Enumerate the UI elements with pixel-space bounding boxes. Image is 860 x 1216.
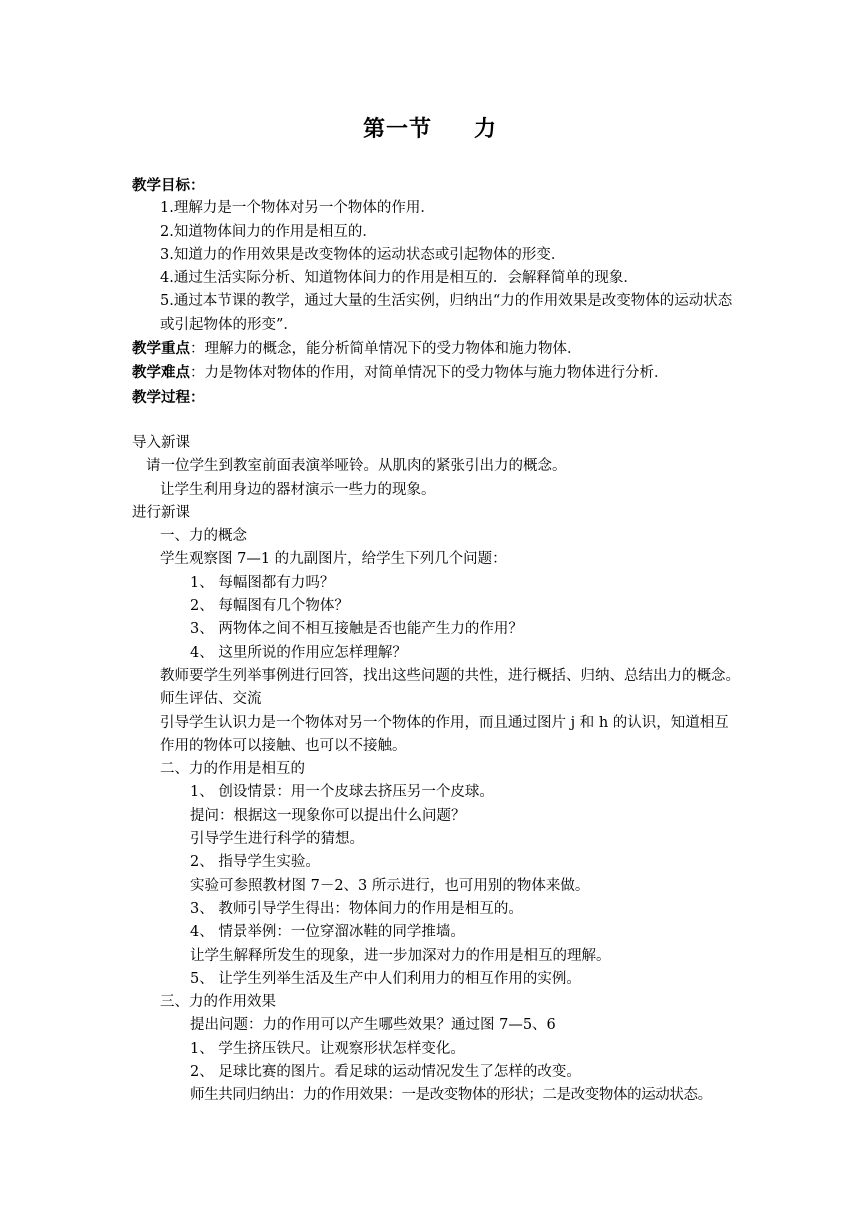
section-line: 2、 足球比赛的图片。看足球的运动情况发生了怎样的改变。 [190,1063,581,1080]
key-point [132,337,742,361]
section-line: 1、 学生挤压铁尺。让观察形状怎样变化。 [190,1040,465,1057]
objective-item: 5.通过本节课的教学，通过大量的生活实例，归纳出“力的作用效果是改变物体的运动状态或引起物体的形变”． [160,293,733,333]
section-line: 5、 让学生列举生活及生产中人们利用力的相互作用的实例。 [190,970,581,987]
section-line: 提出问题：力的作用可以产生哪些效果？通过图 7—5、6 [190,1017,556,1034]
question-item: 3、 两物体之间不相互接触是否也能产生力的作用？ [190,621,523,638]
difficulty-label: 教学难点 [132,364,190,382]
title-section: 第一节 [362,116,432,142]
objectives-heading: 教学目标： [132,177,205,194]
section-text: 教师要学生列举事例进行回答，找出这些问题的共性，进行概括、归纳、总结出力的概念。 [160,667,740,684]
difficulty [132,361,742,385]
section-heading: 二、力的作用是相互的 [160,761,305,778]
section-text: 师生评估、交流 [160,691,262,708]
page-title [0,112,860,143]
intro-heading: 导入新课 [132,434,190,451]
key-point-label: 教学重点 [132,340,190,358]
section-text: 引导学生认识力是一个物体对另一个物体的作用，而且通过图片 j 和 h 的认识，知道相互作用的物体可以接触、也可以不接触。 [160,714,729,754]
section-line: 2、 指导学生实验。 [190,854,320,871]
section-heading: 三、力的作用效果 [160,994,276,1011]
section-line: 提问：根据这一现象你可以提出什么问题？ [190,807,466,824]
section-line: 1、 创设情景：用一个皮球去挤压另一个皮球。 [190,784,494,801]
section-line: 3、 教师引导学生得出：物体间力的作用是相互的。 [190,900,523,917]
objective-item: 4.通过生活实际分析、知道物体间力的作用是相互的．会解释简单的现象． [160,270,638,287]
question-item: 1、 每幅图都有力吗？ [190,574,335,591]
title-topic: 力 [474,116,498,142]
objective-item: 2.知道物体间力的作用是相互的． [160,223,377,240]
section-line: 引导学生进行科学的猜想。 [190,831,364,848]
new-lesson-heading: 进行新课 [132,504,190,521]
process-heading: 教学过程： [132,388,205,406]
objective-item: 3.知道力的作用效果是改变物体的运动状态或引起物体的形变． [160,246,566,263]
section-line: 师生共同归纳出：力的作用效果：一是改变物体的形状；二是改变物体的运动状态。 [190,1087,712,1104]
intro-line: 让学生利用身边的器材演示一些力的现象。 [160,481,436,498]
intro-line: 请一位学生到教室前面表演举哑铃。从肌肉的紧张引出力的概念。 [146,458,567,475]
section-line: 实验可参照教材图 7－2、3 所示进行，也可用别的物体来做。 [190,877,590,894]
objective-item: 1.理解力是一个物体对另一个物体的作用． [160,200,435,217]
key-point-text: ：理解力的概念，能分析简单情况下的受力物体和施力物体． [190,341,582,358]
section-line: 让学生解释所发生的现象，进一步加深对力的作用是相互的理解。 [190,947,611,964]
section-line: 4、 情景举例：一位穿溜冰鞋的同学推墙。 [190,924,465,941]
question-item: 2、 每幅图有几个物体？ [190,598,349,615]
document-body [132,174,742,1108]
difficulty-text: ：力是物体对物体的作用，对简单情况下的受力物体与施力物体进行分析． [190,365,669,382]
section-heading: 一、力的概念 [160,528,247,545]
section-text: 学生观察图 7—1 的九副图片，给学生下列几个问题： [160,551,507,568]
question-item: 4、 这里所说的作用应怎样理解？ [190,644,407,661]
